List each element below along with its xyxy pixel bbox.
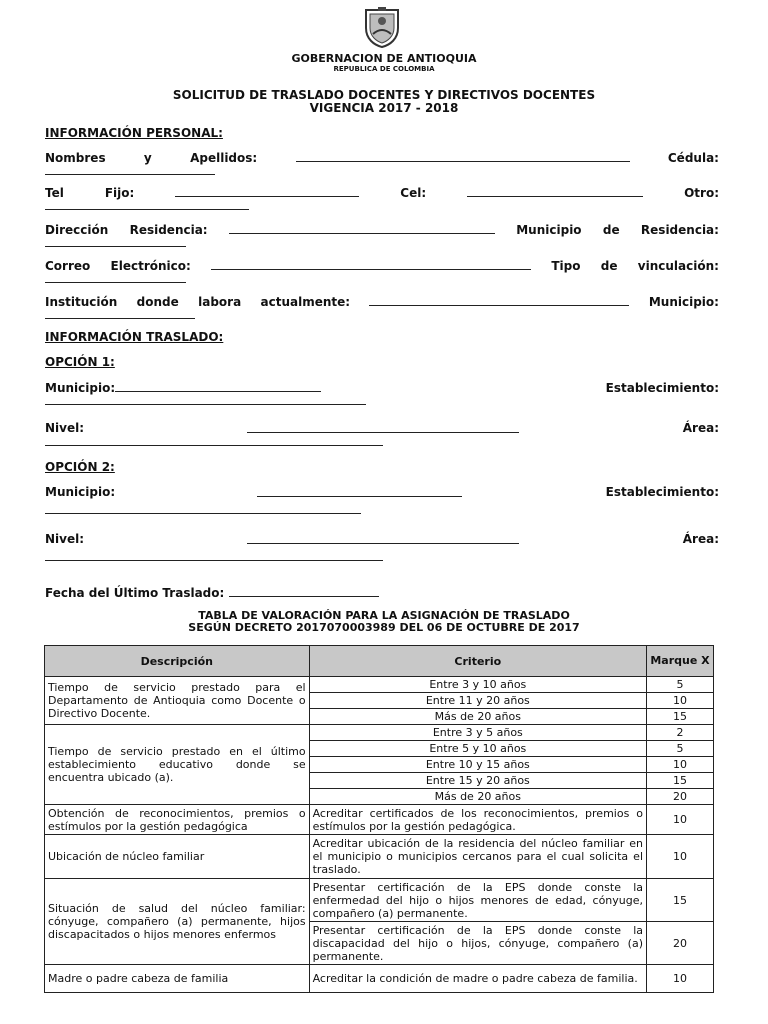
op1-municipio-input[interactable] bbox=[115, 380, 321, 392]
marque-cell[interactable]: 10 bbox=[647, 757, 714, 773]
vinculacion-input[interactable] bbox=[45, 271, 186, 283]
label-apellidos: Apellidos: bbox=[190, 151, 258, 165]
header-descripcion: Descripción bbox=[45, 646, 310, 677]
desc-cell: Tiempo de servicio prestado para el Departamento de Antioquia como Docente o Directivo Docente. bbox=[45, 677, 310, 725]
label-residencia: Residencia: bbox=[129, 223, 208, 237]
op2-municipio-row bbox=[45, 485, 719, 499]
marque-cell[interactable]: 5 bbox=[647, 677, 714, 693]
label-op2-area: Área: bbox=[682, 532, 719, 546]
criterio-cell: Entre 15 y 20 años bbox=[309, 773, 646, 789]
label-fecha: Fecha del Último Traslado: bbox=[45, 586, 225, 600]
criterio-cell: Más de 20 años bbox=[309, 709, 646, 725]
table-row bbox=[45, 879, 714, 922]
institucion-input[interactable] bbox=[369, 294, 629, 306]
label-op1-area: Área: bbox=[682, 421, 719, 435]
form-title: SOLICITUD DE TRASLADO DOCENTES Y DIRECTIVOS DOCENTES bbox=[172, 88, 596, 102]
desc-cell: Madre o padre cabeza de familia bbox=[45, 965, 310, 993]
valuation-table bbox=[44, 645, 714, 993]
label-tipo-de: de bbox=[600, 259, 618, 273]
desc-cell: Ubicación de núcleo familiar bbox=[45, 835, 310, 879]
coat-of-arms-logo bbox=[362, 6, 402, 48]
op1-nivel-row bbox=[45, 421, 719, 435]
marque-cell[interactable]: 20 bbox=[647, 789, 714, 805]
label-direccion: Dirección bbox=[45, 223, 109, 237]
fecha-row bbox=[45, 585, 719, 600]
label-op2-municipio: Municipio: bbox=[45, 485, 116, 499]
marque-cell[interactable]: 10 bbox=[647, 835, 714, 879]
criterio-cell: Acreditar ubicación de la residencia del núcleo familiar en el municipio o municipios cercanos para el cual solicita el traslado. bbox=[309, 835, 646, 879]
header-marque: Marque X bbox=[647, 646, 714, 677]
criterio-cell: Entre 3 y 5 años bbox=[309, 725, 646, 741]
header-criterio: Criterio bbox=[309, 646, 646, 677]
op2-nivel-row bbox=[45, 532, 719, 546]
label-inst-municipio: Municipio: bbox=[648, 295, 719, 309]
otro-input[interactable] bbox=[45, 198, 249, 210]
op1-area-input[interactable] bbox=[45, 434, 383, 446]
marque-cell[interactable]: 15 bbox=[647, 773, 714, 789]
op2-establecimiento-input[interactable] bbox=[45, 502, 361, 514]
label-tipo: Tipo bbox=[551, 259, 581, 273]
marque-cell[interactable]: 10 bbox=[647, 805, 714, 835]
op2-area-input[interactable] bbox=[45, 549, 383, 561]
label-vinculacion: vinculación: bbox=[637, 259, 719, 273]
option-2-title: OPCIÓN 2: bbox=[45, 460, 115, 474]
tel-fijo-input[interactable] bbox=[175, 185, 359, 197]
marque-cell[interactable]: 10 bbox=[647, 965, 714, 993]
marque-cell[interactable]: 2 bbox=[647, 725, 714, 741]
label-actualmente: actualmente: bbox=[260, 295, 351, 309]
criterio-cell: Presentar certificación de la EPS donde conste la discapacidad del hijo o hijos, cónyuge, compañero (a) permanente. bbox=[309, 922, 646, 965]
criterio-cell: Entre 5 y 10 años bbox=[309, 741, 646, 757]
table-title-1: TABLA DE VALORACIÓN PARA LA ASIGNACIÓN DE TRASLADO bbox=[198, 609, 570, 622]
label-op2-nivel: Nivel: bbox=[45, 532, 85, 546]
table-row bbox=[45, 835, 714, 879]
table-row bbox=[45, 805, 714, 835]
cedula-input[interactable] bbox=[45, 163, 215, 175]
label-correo: Correo bbox=[45, 259, 91, 273]
criterio-cell: Presentar certificación de la EPS donde conste la enfermedad del hijo o hijos menores de edad, cónyuge, compañero (a) permanente. bbox=[309, 879, 646, 922]
desc-cell: Tiempo de servicio prestado en el último establecimiento educativo donde se encuentra ubicado (a). bbox=[45, 725, 310, 805]
op1-establecimiento-input[interactable] bbox=[45, 393, 366, 405]
op2-nivel-input[interactable] bbox=[247, 532, 519, 544]
direccion-input[interactable] bbox=[229, 222, 495, 234]
label-municipio: Municipio bbox=[516, 223, 582, 237]
label-y: y bbox=[143, 151, 152, 165]
label-donde: donde bbox=[136, 295, 179, 309]
marque-cell[interactable]: 15 bbox=[647, 879, 714, 922]
label-op2-establecimiento: Establecimiento: bbox=[605, 485, 719, 499]
section-personal: INFORMACIÓN PERSONAL: bbox=[45, 126, 223, 140]
criterio-cell: Entre 11 y 20 años bbox=[309, 693, 646, 709]
org-name: GOBERNACION DE ANTIOQUIA bbox=[291, 52, 477, 65]
table-title-2: SEGÚN DECRETO 2017070003989 DEL 06 DE OCTUBRE DE 2017 bbox=[188, 621, 580, 634]
table-header-row bbox=[45, 646, 714, 677]
label-tel: Tel bbox=[45, 186, 64, 200]
op2-municipio-input[interactable] bbox=[257, 485, 462, 497]
table-row bbox=[45, 725, 714, 741]
label-op1-municipio: Municipio: bbox=[45, 381, 116, 395]
marque-cell[interactable]: 10 bbox=[647, 693, 714, 709]
criterio-cell: Acreditar certificados de los reconocimientos, premios o estímulos por la gestión pedagógica. bbox=[309, 805, 646, 835]
label-de: de bbox=[602, 223, 620, 237]
municipio-residencia-input[interactable] bbox=[45, 235, 186, 247]
section-traslado: INFORMACIÓN TRASLADO: bbox=[45, 330, 224, 344]
label-residencia-2: Residencia: bbox=[640, 223, 719, 237]
criterio-cell: Entre 10 y 15 años bbox=[309, 757, 646, 773]
label-institucion: Institución bbox=[45, 295, 118, 309]
names-input[interactable] bbox=[296, 150, 630, 162]
cel-input[interactable] bbox=[467, 185, 643, 197]
label-fijo: Fijo: bbox=[104, 186, 135, 200]
fecha-input[interactable] bbox=[229, 585, 379, 597]
email-input[interactable] bbox=[211, 258, 531, 270]
desc-cell: Situación de salud del núcleo familiar: cónyuge, compañero (a) permanente, hijos discapacitados o hijos menores enfermos bbox=[45, 879, 310, 965]
org-subtitle: REPUBLICA DE COLOMBIA bbox=[333, 65, 435, 73]
label-cedula: Cédula: bbox=[667, 151, 719, 165]
op1-nivel-input[interactable] bbox=[247, 421, 519, 433]
desc-cell: Obtención de reconocimientos, premios o estímulos por la gestión pedagógica bbox=[45, 805, 310, 835]
marque-cell[interactable]: 20 bbox=[647, 922, 714, 965]
table-row bbox=[45, 677, 714, 693]
label-electronico: Electrónico: bbox=[110, 259, 191, 273]
criterio-cell: Acreditar la condición de madre o padre cabeza de familia. bbox=[309, 965, 646, 993]
label-op1-nivel: Nivel: bbox=[45, 421, 85, 435]
table-row bbox=[45, 965, 714, 993]
marque-cell[interactable]: 5 bbox=[647, 741, 714, 757]
form-vigencia: VIGENCIA 2017 - 2018 bbox=[309, 101, 459, 115]
label-otro: Otro: bbox=[684, 186, 719, 200]
marque-cell[interactable]: 15 bbox=[647, 709, 714, 725]
label-cel: Cel: bbox=[400, 186, 427, 200]
criterio-cell: Entre 3 y 10 años bbox=[309, 677, 646, 693]
label-op1-establecimiento: Establecimiento: bbox=[605, 381, 719, 395]
option-1-title: OPCIÓN 1: bbox=[45, 355, 115, 369]
inst-municipio-input[interactable] bbox=[45, 307, 195, 319]
label-nombres: Nombres bbox=[45, 151, 106, 165]
criterio-cell: Más de 20 años bbox=[309, 789, 646, 805]
label-labora: labora bbox=[198, 295, 242, 309]
